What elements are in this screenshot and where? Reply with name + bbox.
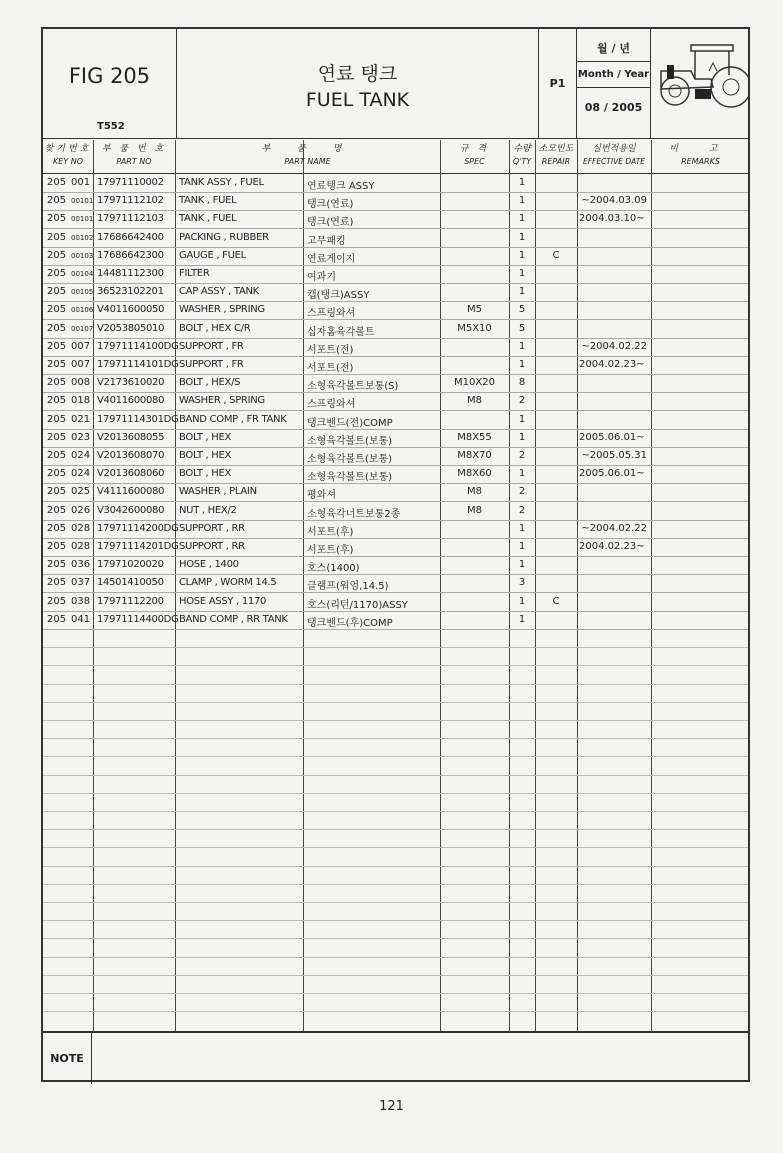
- col-part-name-en: PART NAME: [284, 157, 331, 166]
- table-row: [43, 320, 748, 339]
- cell-key: 021: [71, 413, 91, 425]
- date-value: 08 / 2005: [584, 101, 643, 114]
- table-row: [43, 556, 748, 575]
- fig-number: FIG 205: [68, 64, 151, 88]
- cell-key: 036: [71, 559, 91, 571]
- cell-part-no: 17971114301DG: [97, 413, 179, 425]
- header-divider: [43, 138, 748, 139]
- cell-spec: M8X60: [457, 468, 492, 480]
- table-row: [43, 247, 748, 266]
- cell-key: 024: [71, 450, 91, 461]
- cell-eff: 2004.02.23~: [579, 359, 645, 370]
- cell-key: 00105: [71, 288, 94, 297]
- cell-key: 038: [71, 595, 91, 607]
- cell-spec: M10X20: [454, 377, 495, 389]
- cell-key: 018: [71, 395, 91, 407]
- col-effective-date: [577, 140, 651, 173]
- table-row: [43, 174, 748, 193]
- cell-spec: M8X55: [457, 431, 492, 443]
- blank-row-line: [43, 775, 748, 776]
- table-row: [43, 538, 748, 557]
- col-part-no-en: PART NO: [116, 157, 152, 166]
- blank-row-line: [43, 993, 748, 994]
- note-section: [43, 1031, 748, 1084]
- cell-name-kr: 탱크(연료): [307, 217, 354, 229]
- cell-part-no: 17971112102: [97, 195, 164, 207]
- cell-fig: 205: [47, 213, 67, 225]
- cell-key: 00101: [71, 215, 94, 224]
- cell-part-no: V3042600080: [97, 504, 165, 516]
- cell-name-kr: 소형육각볼트(보통): [307, 435, 393, 447]
- cell-key: 008: [71, 377, 91, 389]
- cell-name-kr: 서포트(전): [307, 344, 354, 356]
- col-key-no-kr: 찾기번호: [44, 144, 92, 154]
- cell-key: 025: [71, 486, 91, 498]
- cell-qty: 1: [518, 613, 526, 625]
- table-row: [43, 520, 748, 539]
- cell-name-kr: 여과기: [307, 272, 336, 283]
- cell-fig: 205: [47, 468, 67, 480]
- cell-eff: 2005.06.01~: [579, 431, 645, 443]
- table-row: [43, 210, 748, 229]
- cell-key: 023: [71, 431, 91, 443]
- cell-fig: 205: [47, 177, 67, 188]
- cell-name-kr: 소형육각볼트(보통): [307, 454, 393, 465]
- cell-key: 041: [71, 613, 91, 625]
- blank-row-line: [43, 756, 748, 757]
- cell-name-kr: 서포트(전): [307, 363, 354, 374]
- cell-eff: 2004.02.23~: [579, 541, 645, 552]
- cell-name-kr: 탱크(연료): [307, 199, 354, 211]
- cell-name-kr: 클램프(워엄,14.5): [307, 581, 389, 593]
- col-repair-kr: 소모빈도: [538, 144, 574, 154]
- col-repair: [535, 140, 577, 173]
- col-qty-en: Q'TY: [512, 157, 532, 166]
- cell-part-no: 17971020020: [97, 559, 164, 571]
- cell-qty: 1: [518, 231, 526, 243]
- cell-name-en: BOLT , HEX: [179, 431, 232, 443]
- cell-fig: 205: [47, 413, 67, 425]
- cell-name-kr: 스프링와셔: [307, 399, 356, 411]
- cell-eff: ~2004.03.09: [581, 195, 647, 207]
- cell-fig: 205: [47, 304, 67, 316]
- col-spec: [440, 140, 509, 173]
- tractor-illustration-cell: [651, 29, 750, 138]
- date-label-english: Month / Year: [577, 69, 650, 80]
- cell-key: 007: [71, 359, 91, 370]
- cell-fig: 205: [47, 286, 67, 298]
- cell-fig: 205: [47, 195, 67, 207]
- cell-spec: M5: [467, 304, 482, 316]
- cell-qty: 5: [518, 322, 526, 334]
- cell-key: 028: [71, 541, 91, 552]
- cell-name-en: BAND COMP , RR TANK: [179, 613, 288, 625]
- cell-key: 001: [71, 177, 91, 188]
- table-row: [43, 611, 748, 630]
- cell-part-no: 17971112200: [97, 595, 164, 607]
- cell-part-no: V2013608070: [97, 450, 165, 461]
- cell-fig: 205: [47, 322, 67, 334]
- cell-fig: 205: [47, 504, 67, 516]
- col-eff-en: EFFECTIVE DATE: [582, 157, 646, 166]
- cell-key: 028: [71, 522, 91, 534]
- table-row: [43, 574, 748, 593]
- cell-qty: 8: [518, 377, 526, 389]
- title-english: FUEL TANK: [305, 89, 410, 111]
- cell-part-no: V4111600080: [97, 486, 165, 498]
- blank-row-line: [43, 720, 748, 721]
- cell-name-en: CAP ASSY , TANK: [179, 286, 259, 298]
- cell-fig: 205: [47, 486, 67, 498]
- col-part-name-kr: 부 품 명: [261, 144, 354, 154]
- table-row: [43, 301, 748, 320]
- cell-part-no: V2173610020: [97, 377, 165, 389]
- cell-fig: 205: [47, 450, 67, 461]
- cell-key: 00102: [71, 233, 94, 242]
- cell-name-kr: 호스(리턴/1170)ASSY: [307, 599, 408, 611]
- cell-fig: 205: [47, 522, 67, 534]
- cell-key: 026: [71, 504, 91, 516]
- col-qty-kr: 수량: [513, 144, 531, 154]
- cell-name-en: BOLT , HEX/S: [179, 377, 241, 389]
- parts-sheet: [41, 27, 750, 1082]
- cell-spec: M8: [467, 395, 482, 407]
- cell-name-en: FILTER: [179, 268, 210, 279]
- cell-qty: 1: [518, 249, 526, 261]
- cell-qty: 2: [518, 486, 526, 498]
- cell-part-no: 17971110002: [97, 177, 164, 188]
- col-remarks-en: REMARKS: [681, 157, 720, 166]
- cell-name-en: PACKING , RUBBER: [179, 231, 269, 243]
- cell-spec: M8: [467, 504, 482, 516]
- cell-fig: 205: [47, 268, 67, 279]
- table-row: [43, 411, 748, 430]
- cell-part-no: 17686642400: [97, 231, 164, 243]
- cell-qty: 1: [518, 431, 526, 443]
- blank-row-line: [43, 920, 748, 921]
- page-number: 121: [379, 1099, 404, 1114]
- cell-eff: 2004.03.10~: [579, 213, 645, 225]
- table-row: [43, 483, 748, 502]
- page-code: P1: [549, 77, 566, 90]
- cell-name-en: BAND COMP , FR TANK: [179, 413, 287, 425]
- cell-qty: 1: [518, 213, 526, 225]
- blank-row-line: [43, 829, 748, 830]
- table-row: [43, 447, 748, 466]
- cell-part-no: 17971114200DG: [97, 522, 179, 534]
- cell-name-en: SUPPORT , FR: [179, 359, 244, 370]
- col-repair-en: REPAIR: [541, 157, 571, 166]
- cell-key: 007: [71, 340, 91, 352]
- cell-fig: 205: [47, 541, 67, 552]
- cell-name-kr: 소형육각볼트(보통): [307, 472, 393, 484]
- cell-part-no: V4011600080: [97, 395, 165, 407]
- cell-name-en: BOLT , HEX C/R: [179, 322, 251, 334]
- blank-row-line: [43, 957, 748, 958]
- title-korean: 연료 탱크: [317, 63, 398, 85]
- blank-row-line: [43, 702, 748, 703]
- table-row: [43, 374, 748, 393]
- cell-fig: 205: [47, 340, 67, 352]
- cell-name-kr: 캡(탱크)ASSY: [307, 290, 370, 302]
- cell-key: 00107: [71, 324, 94, 333]
- tractor-icon: [651, 29, 750, 138]
- table-row: [43, 593, 748, 612]
- cell-name-en: WASHER , PLAIN: [179, 486, 257, 498]
- cell-qty: 1: [518, 595, 526, 607]
- cell-name-en: HOSE , 1400: [179, 559, 239, 571]
- cell-eff: ~2004.02.22: [581, 522, 647, 534]
- blank-row-line: [43, 1011, 748, 1012]
- model-code: T552: [97, 121, 125, 132]
- table-row: [43, 465, 748, 484]
- table-row: [43, 229, 748, 248]
- cell-qty: 1: [518, 195, 526, 207]
- cell-part-no: V2013608060: [97, 468, 165, 480]
- cell-part-no: V4011600050: [97, 304, 165, 316]
- cell-part-no: V2053805010: [97, 322, 165, 334]
- blank-row-line: [43, 738, 748, 739]
- cell-fig: 205: [47, 377, 67, 389]
- cell-fig: 205: [47, 595, 67, 607]
- cell-name-kr: 십자홈육각볼트: [307, 326, 375, 338]
- cell-spec: M8: [467, 486, 482, 498]
- cell-name-en: WASHER , SPRING: [179, 395, 265, 407]
- blank-row-line: [43, 811, 748, 812]
- cell-qty: 1: [518, 559, 526, 571]
- table-row: [43, 192, 748, 211]
- cell-part-no: 17971112103: [97, 213, 164, 225]
- blank-row-line: [43, 884, 748, 885]
- cell-qty: 5: [518, 304, 526, 316]
- cell-name-kr: 평와셔: [307, 490, 336, 502]
- blank-row-line: [43, 975, 748, 976]
- cell-repair: C: [552, 595, 560, 607]
- cell-part-no: 14481112300: [97, 268, 164, 279]
- table-row: [43, 338, 748, 357]
- col-key-no: [43, 140, 93, 173]
- cell-name-kr: 탱크밴드(전)COMP: [307, 417, 393, 429]
- cell-repair: C: [552, 249, 560, 261]
- blank-row-line: [43, 902, 748, 903]
- cell-qty: 1: [518, 413, 526, 425]
- cell-name-en: WASHER , SPRING: [179, 304, 265, 316]
- cell-name-en: NUT , HEX/2: [179, 504, 237, 516]
- cell-qty: 1: [518, 286, 526, 298]
- cell-name-kr: 서포트(후): [307, 545, 354, 556]
- cell-fig: 205: [47, 431, 67, 443]
- cell-name-kr: 고무패킹: [307, 235, 346, 247]
- cell-eff: ~2005.05.31: [581, 450, 647, 461]
- cell-name-kr: 연료탱크 ASSY: [307, 181, 375, 192]
- date-divider: [577, 87, 650, 88]
- col-remarks-kr: 비 고: [669, 144, 732, 154]
- cell-name-kr: 소형육각너트보통2종: [307, 508, 401, 520]
- cell-name-en: HOSE ASSY , 1170: [179, 595, 267, 607]
- cell-qty: 1: [518, 359, 526, 370]
- fig-cell: [43, 29, 177, 138]
- table-row: [43, 265, 748, 284]
- title-cell: [177, 29, 539, 138]
- date-cell: [577, 29, 651, 138]
- cell-fig: 205: [47, 231, 67, 243]
- col-eff-kr: 실번적용일: [592, 144, 636, 154]
- cell-qty: 2: [518, 395, 526, 407]
- page-code-cell: [539, 29, 577, 138]
- cell-qty: 2: [518, 450, 526, 461]
- cell-eff: 2005.06.01~: [579, 468, 645, 480]
- table-row: [43, 392, 748, 411]
- cell-part-no: V2013608055: [97, 431, 165, 443]
- cell-name-en: SUPPORT , FR: [179, 340, 244, 352]
- table-row: [43, 502, 748, 521]
- cell-name-en: CLAMP , WORM 14.5: [179, 577, 277, 589]
- date-label-korean: 월 / 년: [597, 42, 630, 55]
- cell-name-en: SUPPORT , RR: [179, 541, 245, 552]
- cell-fig: 205: [47, 559, 67, 571]
- cell-name-en: TANK ASSY , FUEL: [179, 177, 264, 188]
- note-label: NOTE: [43, 1033, 92, 1084]
- cell-spec: M5X10: [457, 322, 492, 334]
- cell-key: 00106: [71, 306, 94, 315]
- cell-name-en: GAUGE , FUEL: [179, 249, 246, 261]
- cell-name-kr: 연료게이지: [307, 253, 356, 265]
- cell-name-en: BOLT , HEX: [179, 450, 232, 461]
- col-qty: [509, 140, 535, 173]
- cell-key: 037: [71, 577, 91, 589]
- cell-qty: 3: [518, 577, 526, 589]
- cell-part-no: 17971114201DG: [97, 541, 179, 552]
- blank-row-line: [43, 647, 748, 648]
- col-spec-kr: 규 격: [459, 144, 490, 154]
- cell-qty: 2: [518, 504, 526, 516]
- blank-row-line: [43, 684, 748, 685]
- cell-name-kr: 스프링와셔: [307, 308, 356, 320]
- col-part-no: [93, 140, 175, 173]
- cell-part-no: 14501410050: [97, 577, 164, 589]
- cell-spec: M8X70: [457, 450, 492, 461]
- cell-part-no: 36523102201: [97, 286, 164, 298]
- table-row: [43, 429, 748, 448]
- blank-row-line: [43, 847, 748, 848]
- col-key-no-en: KEY NO: [52, 157, 83, 166]
- cell-qty: 1: [518, 177, 526, 188]
- cell-part-no: 17971114400DG: [97, 613, 179, 625]
- col-part-name: [175, 140, 440, 173]
- col-part-no-kr: 부 품 번 호: [101, 144, 167, 154]
- cell-name-kr: 탱크밴드(후)COMP: [307, 617, 393, 629]
- cell-name-en: BOLT , HEX: [179, 468, 232, 480]
- table-row: [43, 356, 748, 375]
- cell-qty: 1: [518, 541, 526, 552]
- cell-key: 024: [71, 468, 91, 480]
- cell-name-kr: 소형육각볼트보통(S): [307, 381, 399, 393]
- cell-qty: 1: [518, 522, 526, 534]
- cell-fig: 205: [47, 249, 67, 261]
- cell-part-no: 17686642300: [97, 249, 164, 261]
- cell-fig: 205: [47, 359, 67, 370]
- table-row: [43, 283, 748, 302]
- cell-qty: 1: [518, 340, 526, 352]
- cell-name-en: SUPPORT , RR: [179, 522, 245, 534]
- cell-key: 00104: [71, 270, 94, 278]
- cell-eff: ~2004.02.22: [581, 340, 647, 352]
- blank-row-line: [43, 665, 748, 666]
- cell-key: 00101: [71, 197, 94, 206]
- cell-name-en: TANK , FUEL: [179, 213, 237, 225]
- blank-row-line: [43, 866, 748, 867]
- cell-fig: 205: [47, 613, 67, 625]
- col-remarks: [651, 140, 750, 173]
- cell-part-no: 17971114100DG: [97, 340, 179, 352]
- cell-name-kr: 서포트(후): [307, 526, 354, 538]
- cell-fig: 205: [47, 395, 67, 407]
- cell-qty: 1: [518, 468, 526, 480]
- cell-key: 00103: [71, 251, 94, 260]
- cell-fig: 205: [47, 577, 67, 589]
- cell-name-kr: 호스(1400): [307, 563, 360, 575]
- blank-row-line: [43, 938, 748, 939]
- cell-name-en: TANK , FUEL: [179, 195, 237, 207]
- blank-row-line: [43, 793, 748, 794]
- col-spec-en: SPEC: [464, 157, 485, 166]
- date-divider: [577, 61, 650, 62]
- cell-qty: 1: [518, 268, 526, 279]
- cell-part-no: 17971114101DG: [97, 359, 179, 370]
